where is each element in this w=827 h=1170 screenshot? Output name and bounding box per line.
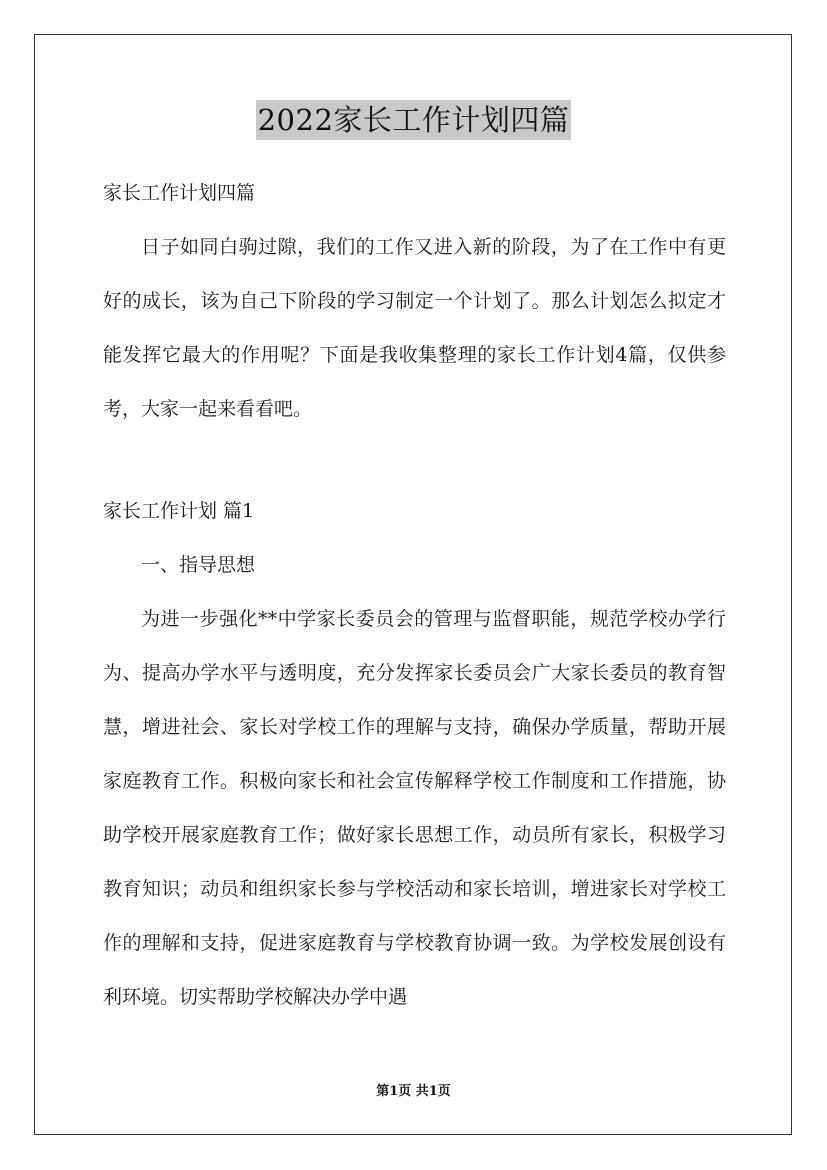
body-paragraph: 为进一步强化**中学家长委员会的管理与监督职能，规范学校办学行为、提高办学水平与透明度，充分发挥家长委员会广大家长委员的教育智慧，增进社会、家长对学校工作的理解与支持，确保办学质量，帮助开展家庭教育工作。积极向家长和社会宣传解释学校工作制度和工作措施，协助学校开展家庭教育工作；做好家长思想工作，动员所有家长，积极学习教育知识；动员和组织家长参与学校活动和家长培训，增进家长对学校工作的理解和支持，促进家庭教育与学校教育协调一致。为学校发展创设有利环境。切实帮助学校解决办学中遇: [103, 608, 726, 1008]
section-gap: [103, 436, 726, 484]
document-body: [103, 166, 726, 1024]
intro-paragraph: 日子如同白驹过隙，我们的工作又进入新的阶段，为了在工作中有更好的成长，该为自己下阶段的学习制定一个计划了。那么计划怎么拟定才能发挥它最大的作用呢？下面是我收集整理的家长工作计划4篇，仅供参考，大家一起来看看吧。: [103, 236, 726, 420]
page-number-label: 第1页 共1页: [376, 1084, 451, 1099]
subsection-heading: 一、指导思想: [141, 554, 256, 576]
title-container: [0, 100, 827, 140]
page-footer: [0, 1083, 827, 1101]
document-title: 2022家长工作计划四篇: [256, 100, 572, 140]
document-subtitle: 家长工作计划四篇: [103, 182, 256, 204]
section-heading: 家长工作计划 篇1: [103, 500, 255, 522]
